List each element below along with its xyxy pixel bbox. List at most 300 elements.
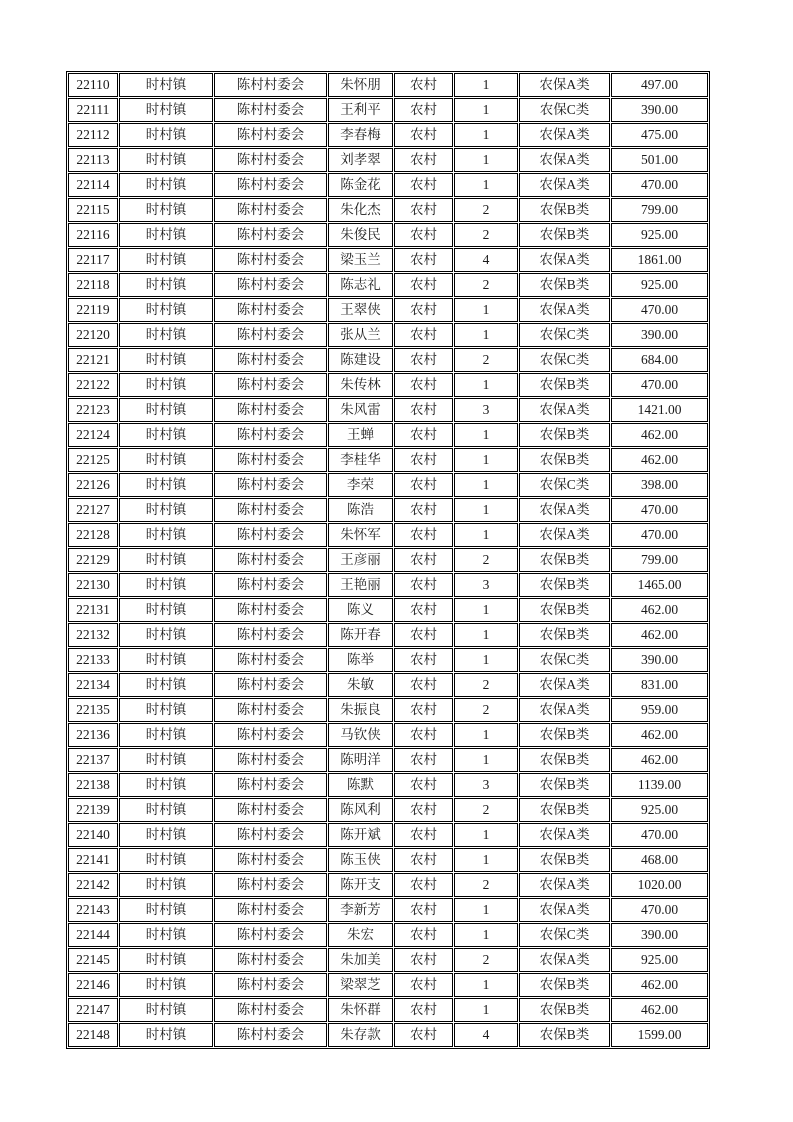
cell-record-id: 22130	[68, 573, 118, 597]
cell-person-count: 1	[454, 848, 518, 872]
table-row	[68, 273, 708, 297]
cell-person-count: 1	[454, 423, 518, 447]
cell-residence-type: 农村	[394, 748, 453, 772]
cell-record-id: 22117	[68, 248, 118, 272]
cell-record-id: 22136	[68, 723, 118, 747]
cell-amount: 1861.00	[611, 248, 708, 272]
cell-person-name: 陈义	[328, 598, 393, 622]
cell-amount: 390.00	[611, 648, 708, 672]
cell-residence-type: 农村	[394, 73, 453, 97]
cell-record-id: 22137	[68, 748, 118, 772]
cell-town: 时村镇	[119, 798, 213, 822]
cell-village-committee: 陈村村委会	[214, 223, 327, 247]
table-row	[68, 773, 708, 797]
cell-insurance-category: 农保B类	[519, 448, 610, 472]
cell-person-count: 1	[454, 748, 518, 772]
cell-person-name: 李新芳	[328, 898, 393, 922]
table-row	[68, 373, 708, 397]
cell-person-count: 2	[454, 273, 518, 297]
cell-amount: 470.00	[611, 173, 708, 197]
cell-person-name: 朱怀群	[328, 998, 393, 1022]
table-row	[68, 348, 708, 372]
cell-person-count: 2	[454, 698, 518, 722]
cell-insurance-category: 农保A类	[519, 498, 610, 522]
cell-record-id: 22114	[68, 173, 118, 197]
cell-record-id: 22139	[68, 798, 118, 822]
table-row	[68, 98, 708, 122]
cell-record-id: 22115	[68, 198, 118, 222]
cell-village-committee: 陈村村委会	[214, 423, 327, 447]
cell-person-count: 1	[454, 623, 518, 647]
cell-residence-type: 农村	[394, 473, 453, 497]
table-row	[68, 198, 708, 222]
cell-person-name: 梁玉兰	[328, 248, 393, 272]
cell-insurance-category: 农保B类	[519, 748, 610, 772]
cell-record-id: 22146	[68, 973, 118, 997]
cell-record-id: 22143	[68, 898, 118, 922]
cell-person-name: 梁翠芝	[328, 973, 393, 997]
cell-insurance-category: 农保A类	[519, 823, 610, 847]
cell-insurance-category: 农保B类	[519, 773, 610, 797]
cell-residence-type: 农村	[394, 173, 453, 197]
cell-person-name: 朱宏	[328, 923, 393, 947]
cell-residence-type: 农村	[394, 923, 453, 947]
cell-town: 时村镇	[119, 473, 213, 497]
cell-insurance-category: 农保C类	[519, 348, 610, 372]
cell-amount: 831.00	[611, 673, 708, 697]
cell-residence-type: 农村	[394, 448, 453, 472]
cell-town: 时村镇	[119, 948, 213, 972]
cell-village-committee: 陈村村委会	[214, 798, 327, 822]
cell-person-count: 2	[454, 873, 518, 897]
cell-town: 时村镇	[119, 823, 213, 847]
cell-person-name: 陈玉侠	[328, 848, 393, 872]
cell-person-count: 1	[454, 648, 518, 672]
cell-residence-type: 农村	[394, 598, 453, 622]
cell-person-name: 朱存款	[328, 1023, 393, 1047]
cell-amount: 475.00	[611, 123, 708, 147]
cell-amount: 925.00	[611, 948, 708, 972]
cell-person-count: 1	[454, 98, 518, 122]
cell-person-name: 朱怀军	[328, 523, 393, 547]
cell-person-name: 陈金花	[328, 173, 393, 197]
cell-insurance-category: 农保B类	[519, 548, 610, 572]
cell-insurance-category: 农保B类	[519, 1023, 610, 1047]
cell-person-count: 1	[454, 123, 518, 147]
cell-town: 时村镇	[119, 773, 213, 797]
cell-insurance-category: 农保B类	[519, 623, 610, 647]
table-row	[68, 973, 708, 997]
cell-residence-type: 农村	[394, 373, 453, 397]
table-row	[68, 798, 708, 822]
cell-record-id: 22112	[68, 123, 118, 147]
cell-person-name: 陈建设	[328, 348, 393, 372]
cell-residence-type: 农村	[394, 148, 453, 172]
cell-residence-type: 农村	[394, 823, 453, 847]
cell-person-count: 1	[454, 823, 518, 847]
cell-person-name: 陈举	[328, 648, 393, 672]
cell-person-count: 1	[454, 598, 518, 622]
cell-record-id: 22142	[68, 873, 118, 897]
table-row	[68, 498, 708, 522]
cell-record-id: 22128	[68, 523, 118, 547]
cell-village-committee: 陈村村委会	[214, 248, 327, 272]
cell-insurance-category: 农保B类	[519, 373, 610, 397]
table-row	[68, 123, 708, 147]
cell-person-count: 2	[454, 948, 518, 972]
cell-insurance-category: 农保A类	[519, 123, 610, 147]
cell-amount: 470.00	[611, 823, 708, 847]
cell-record-id: 22121	[68, 348, 118, 372]
cell-insurance-category: 农保A类	[519, 398, 610, 422]
cell-amount: 501.00	[611, 148, 708, 172]
cell-person-count: 1	[454, 323, 518, 347]
cell-residence-type: 农村	[394, 223, 453, 247]
cell-village-committee: 陈村村委会	[214, 748, 327, 772]
cell-village-committee: 陈村村委会	[214, 273, 327, 297]
cell-town: 时村镇	[119, 198, 213, 222]
cell-person-name: 王利平	[328, 98, 393, 122]
cell-person-name: 朱传林	[328, 373, 393, 397]
cell-person-count: 2	[454, 198, 518, 222]
cell-amount: 470.00	[611, 373, 708, 397]
cell-person-name: 陈风利	[328, 798, 393, 822]
cell-record-id: 22118	[68, 273, 118, 297]
table-row	[68, 173, 708, 197]
cell-village-committee: 陈村村委会	[214, 923, 327, 947]
cell-record-id: 22131	[68, 598, 118, 622]
cell-person-name: 王彦丽	[328, 548, 393, 572]
cell-person-count: 1	[454, 173, 518, 197]
cell-village-committee: 陈村村委会	[214, 723, 327, 747]
cell-town: 时村镇	[119, 348, 213, 372]
cell-village-committee: 陈村村委会	[214, 548, 327, 572]
cell-insurance-category: 农保A类	[519, 948, 610, 972]
cell-person-count: 1	[454, 923, 518, 947]
cell-town: 时村镇	[119, 723, 213, 747]
cell-town: 时村镇	[119, 298, 213, 322]
cell-village-committee: 陈村村委会	[214, 198, 327, 222]
cell-town: 时村镇	[119, 698, 213, 722]
cell-record-id: 22110	[68, 73, 118, 97]
cell-village-committee: 陈村村委会	[214, 523, 327, 547]
table-row	[68, 298, 708, 322]
cell-residence-type: 农村	[394, 798, 453, 822]
cell-town: 时村镇	[119, 398, 213, 422]
cell-insurance-category: 农保A类	[519, 248, 610, 272]
cell-residence-type: 农村	[394, 698, 453, 722]
cell-insurance-category: 农保A类	[519, 173, 610, 197]
cell-amount: 799.00	[611, 198, 708, 222]
cell-person-count: 2	[454, 223, 518, 247]
cell-insurance-category: 农保B类	[519, 723, 610, 747]
cell-record-id: 22124	[68, 423, 118, 447]
cell-amount: 925.00	[611, 273, 708, 297]
cell-town: 时村镇	[119, 573, 213, 597]
cell-insurance-category: 农保C类	[519, 473, 610, 497]
cell-amount: 462.00	[611, 973, 708, 997]
table-row	[68, 873, 708, 897]
cell-residence-type: 农村	[394, 573, 453, 597]
table-row	[68, 598, 708, 622]
cell-amount: 470.00	[611, 898, 708, 922]
cell-residence-type: 农村	[394, 273, 453, 297]
cell-person-name: 张从兰	[328, 323, 393, 347]
table-row	[68, 473, 708, 497]
cell-person-count: 1	[454, 898, 518, 922]
cell-record-id: 22127	[68, 498, 118, 522]
cell-town: 时村镇	[119, 523, 213, 547]
cell-person-count: 2	[454, 348, 518, 372]
cell-person-count: 1	[454, 998, 518, 1022]
cell-amount: 398.00	[611, 473, 708, 497]
cell-insurance-category: 农保B类	[519, 198, 610, 222]
cell-village-committee: 陈村村委会	[214, 473, 327, 497]
cell-village-committee: 陈村村委会	[214, 973, 327, 997]
cell-record-id: 22141	[68, 848, 118, 872]
cell-person-name: 李荣	[328, 473, 393, 497]
cell-insurance-category: 农保A类	[519, 73, 610, 97]
table-row	[68, 523, 708, 547]
cell-insurance-category: 农保B类	[519, 973, 610, 997]
cell-residence-type: 农村	[394, 523, 453, 547]
table-row	[68, 823, 708, 847]
cell-town: 时村镇	[119, 748, 213, 772]
cell-record-id: 22134	[68, 673, 118, 697]
table-row	[68, 148, 708, 172]
table-row	[68, 448, 708, 472]
cell-residence-type: 农村	[394, 898, 453, 922]
cell-amount: 390.00	[611, 98, 708, 122]
cell-village-committee: 陈村村委会	[214, 348, 327, 372]
cell-amount: 462.00	[611, 598, 708, 622]
cell-amount: 390.00	[611, 323, 708, 347]
cell-village-committee: 陈村村委会	[214, 848, 327, 872]
cell-village-committee: 陈村村委会	[214, 323, 327, 347]
cell-record-id: 22129	[68, 548, 118, 572]
table-row	[68, 248, 708, 272]
cell-town: 时村镇	[119, 673, 213, 697]
table-row	[68, 673, 708, 697]
cell-amount: 497.00	[611, 73, 708, 97]
cell-amount: 1421.00	[611, 398, 708, 422]
cell-town: 时村镇	[119, 648, 213, 672]
table-row	[68, 723, 708, 747]
table-row	[68, 323, 708, 347]
cell-person-count: 1	[454, 473, 518, 497]
cell-person-count: 1	[454, 523, 518, 547]
cell-insurance-category: 农保B类	[519, 998, 610, 1022]
cell-town: 时村镇	[119, 923, 213, 947]
cell-person-count: 4	[454, 1023, 518, 1047]
cell-person-name: 朱怀朋	[328, 73, 393, 97]
cell-residence-type: 农村	[394, 623, 453, 647]
cell-record-id: 22132	[68, 623, 118, 647]
cell-amount: 470.00	[611, 523, 708, 547]
cell-record-id: 22138	[68, 773, 118, 797]
cell-amount: 799.00	[611, 548, 708, 572]
cell-record-id: 22119	[68, 298, 118, 322]
cell-town: 时村镇	[119, 848, 213, 872]
cell-residence-type: 农村	[394, 423, 453, 447]
cell-residence-type: 农村	[394, 648, 453, 672]
cell-insurance-category: 农保C类	[519, 98, 610, 122]
cell-record-id: 22148	[68, 1023, 118, 1047]
cell-amount: 1599.00	[611, 1023, 708, 1047]
cell-insurance-category: 农保A类	[519, 148, 610, 172]
cell-person-name: 朱振良	[328, 698, 393, 722]
cell-person-name: 陈开斌	[328, 823, 393, 847]
cell-village-committee: 陈村村委会	[214, 1023, 327, 1047]
cell-person-count: 1	[454, 298, 518, 322]
cell-person-name: 朱敏	[328, 673, 393, 697]
cell-insurance-category: 农保B类	[519, 798, 610, 822]
cell-village-committee: 陈村村委会	[214, 123, 327, 147]
table-row	[68, 998, 708, 1022]
cell-town: 时村镇	[119, 323, 213, 347]
cell-residence-type: 农村	[394, 773, 453, 797]
cell-town: 时村镇	[119, 123, 213, 147]
cell-record-id: 22113	[68, 148, 118, 172]
cell-record-id: 22145	[68, 948, 118, 972]
cell-person-name: 刘孝翠	[328, 148, 393, 172]
cell-record-id: 22126	[68, 473, 118, 497]
cell-amount: 1020.00	[611, 873, 708, 897]
cell-town: 时村镇	[119, 73, 213, 97]
cell-insurance-category: 农保C类	[519, 648, 610, 672]
cell-person-count: 1	[454, 498, 518, 522]
cell-amount: 462.00	[611, 998, 708, 1022]
cell-village-committee: 陈村村委会	[214, 998, 327, 1022]
cell-person-name: 王蝉	[328, 423, 393, 447]
cell-person-name: 陈明洋	[328, 748, 393, 772]
pension-roster-table	[66, 71, 710, 1049]
cell-residence-type: 农村	[394, 548, 453, 572]
cell-town: 时村镇	[119, 248, 213, 272]
cell-amount: 462.00	[611, 623, 708, 647]
cell-village-committee: 陈村村委会	[214, 873, 327, 897]
cell-person-name: 朱化杰	[328, 198, 393, 222]
cell-town: 时村镇	[119, 598, 213, 622]
cell-amount: 462.00	[611, 448, 708, 472]
cell-person-name: 朱俊民	[328, 223, 393, 247]
cell-person-name: 陈志礼	[328, 273, 393, 297]
cell-village-committee: 陈村村委会	[214, 148, 327, 172]
cell-town: 时村镇	[119, 998, 213, 1022]
table-row	[68, 848, 708, 872]
table-row	[68, 423, 708, 447]
table-row	[68, 623, 708, 647]
table-row	[68, 923, 708, 947]
cell-insurance-category: 农保B类	[519, 848, 610, 872]
cell-village-committee: 陈村村委会	[214, 598, 327, 622]
cell-town: 时村镇	[119, 98, 213, 122]
cell-residence-type: 农村	[394, 98, 453, 122]
cell-amount: 462.00	[611, 748, 708, 772]
cell-insurance-category: 农保A类	[519, 673, 610, 697]
cell-town: 时村镇	[119, 423, 213, 447]
cell-person-name: 陈开春	[328, 623, 393, 647]
cell-residence-type: 农村	[394, 123, 453, 147]
cell-amount: 462.00	[611, 423, 708, 447]
cell-amount: 470.00	[611, 498, 708, 522]
cell-residence-type: 农村	[394, 248, 453, 272]
cell-insurance-category: 农保C类	[519, 923, 610, 947]
cell-amount: 925.00	[611, 798, 708, 822]
cell-residence-type: 农村	[394, 973, 453, 997]
cell-village-committee: 陈村村委会	[214, 698, 327, 722]
cell-person-count: 1	[454, 373, 518, 397]
cell-person-name: 陈开支	[328, 873, 393, 897]
cell-insurance-category: 农保C类	[519, 323, 610, 347]
cell-village-committee: 陈村村委会	[214, 98, 327, 122]
cell-town: 时村镇	[119, 973, 213, 997]
cell-person-name: 朱风雷	[328, 398, 393, 422]
cell-person-name: 王艳丽	[328, 573, 393, 597]
cell-insurance-category: 农保B类	[519, 573, 610, 597]
cell-village-committee: 陈村村委会	[214, 773, 327, 797]
cell-town: 时村镇	[119, 148, 213, 172]
cell-village-committee: 陈村村委会	[214, 373, 327, 397]
cell-residence-type: 农村	[394, 498, 453, 522]
cell-town: 时村镇	[119, 548, 213, 572]
cell-village-committee: 陈村村委会	[214, 448, 327, 472]
cell-village-committee: 陈村村委会	[214, 173, 327, 197]
cell-person-name: 李春梅	[328, 123, 393, 147]
table-row	[68, 748, 708, 772]
cell-residence-type: 农村	[394, 348, 453, 372]
cell-record-id: 22125	[68, 448, 118, 472]
cell-record-id: 22140	[68, 823, 118, 847]
table-row	[68, 698, 708, 722]
cell-village-committee: 陈村村委会	[214, 673, 327, 697]
cell-person-name: 陈浩	[328, 498, 393, 522]
cell-person-count: 3	[454, 773, 518, 797]
cell-town: 时村镇	[119, 173, 213, 197]
cell-town: 时村镇	[119, 373, 213, 397]
cell-amount: 390.00	[611, 923, 708, 947]
cell-village-committee: 陈村村委会	[214, 823, 327, 847]
cell-town: 时村镇	[119, 1023, 213, 1047]
cell-amount: 462.00	[611, 723, 708, 747]
cell-village-committee: 陈村村委会	[214, 648, 327, 672]
table-row	[68, 1023, 708, 1047]
cell-insurance-category: 农保B类	[519, 273, 610, 297]
cell-insurance-category: 农保B类	[519, 598, 610, 622]
table-row	[68, 898, 708, 922]
cell-person-count: 2	[454, 548, 518, 572]
cell-residence-type: 农村	[394, 998, 453, 1022]
cell-record-id: 22144	[68, 923, 118, 947]
cell-residence-type: 农村	[394, 198, 453, 222]
cell-amount: 1139.00	[611, 773, 708, 797]
cell-residence-type: 农村	[394, 398, 453, 422]
table-row	[68, 223, 708, 247]
cell-residence-type: 农村	[394, 848, 453, 872]
cell-amount: 470.00	[611, 298, 708, 322]
cell-town: 时村镇	[119, 498, 213, 522]
cell-town: 时村镇	[119, 623, 213, 647]
table-row	[68, 948, 708, 972]
cell-record-id: 22122	[68, 373, 118, 397]
cell-village-committee: 陈村村委会	[214, 73, 327, 97]
cell-town: 时村镇	[119, 898, 213, 922]
cell-person-count: 1	[454, 448, 518, 472]
cell-town: 时村镇	[119, 873, 213, 897]
cell-record-id: 22135	[68, 698, 118, 722]
cell-record-id: 22116	[68, 223, 118, 247]
cell-person-count: 4	[454, 248, 518, 272]
